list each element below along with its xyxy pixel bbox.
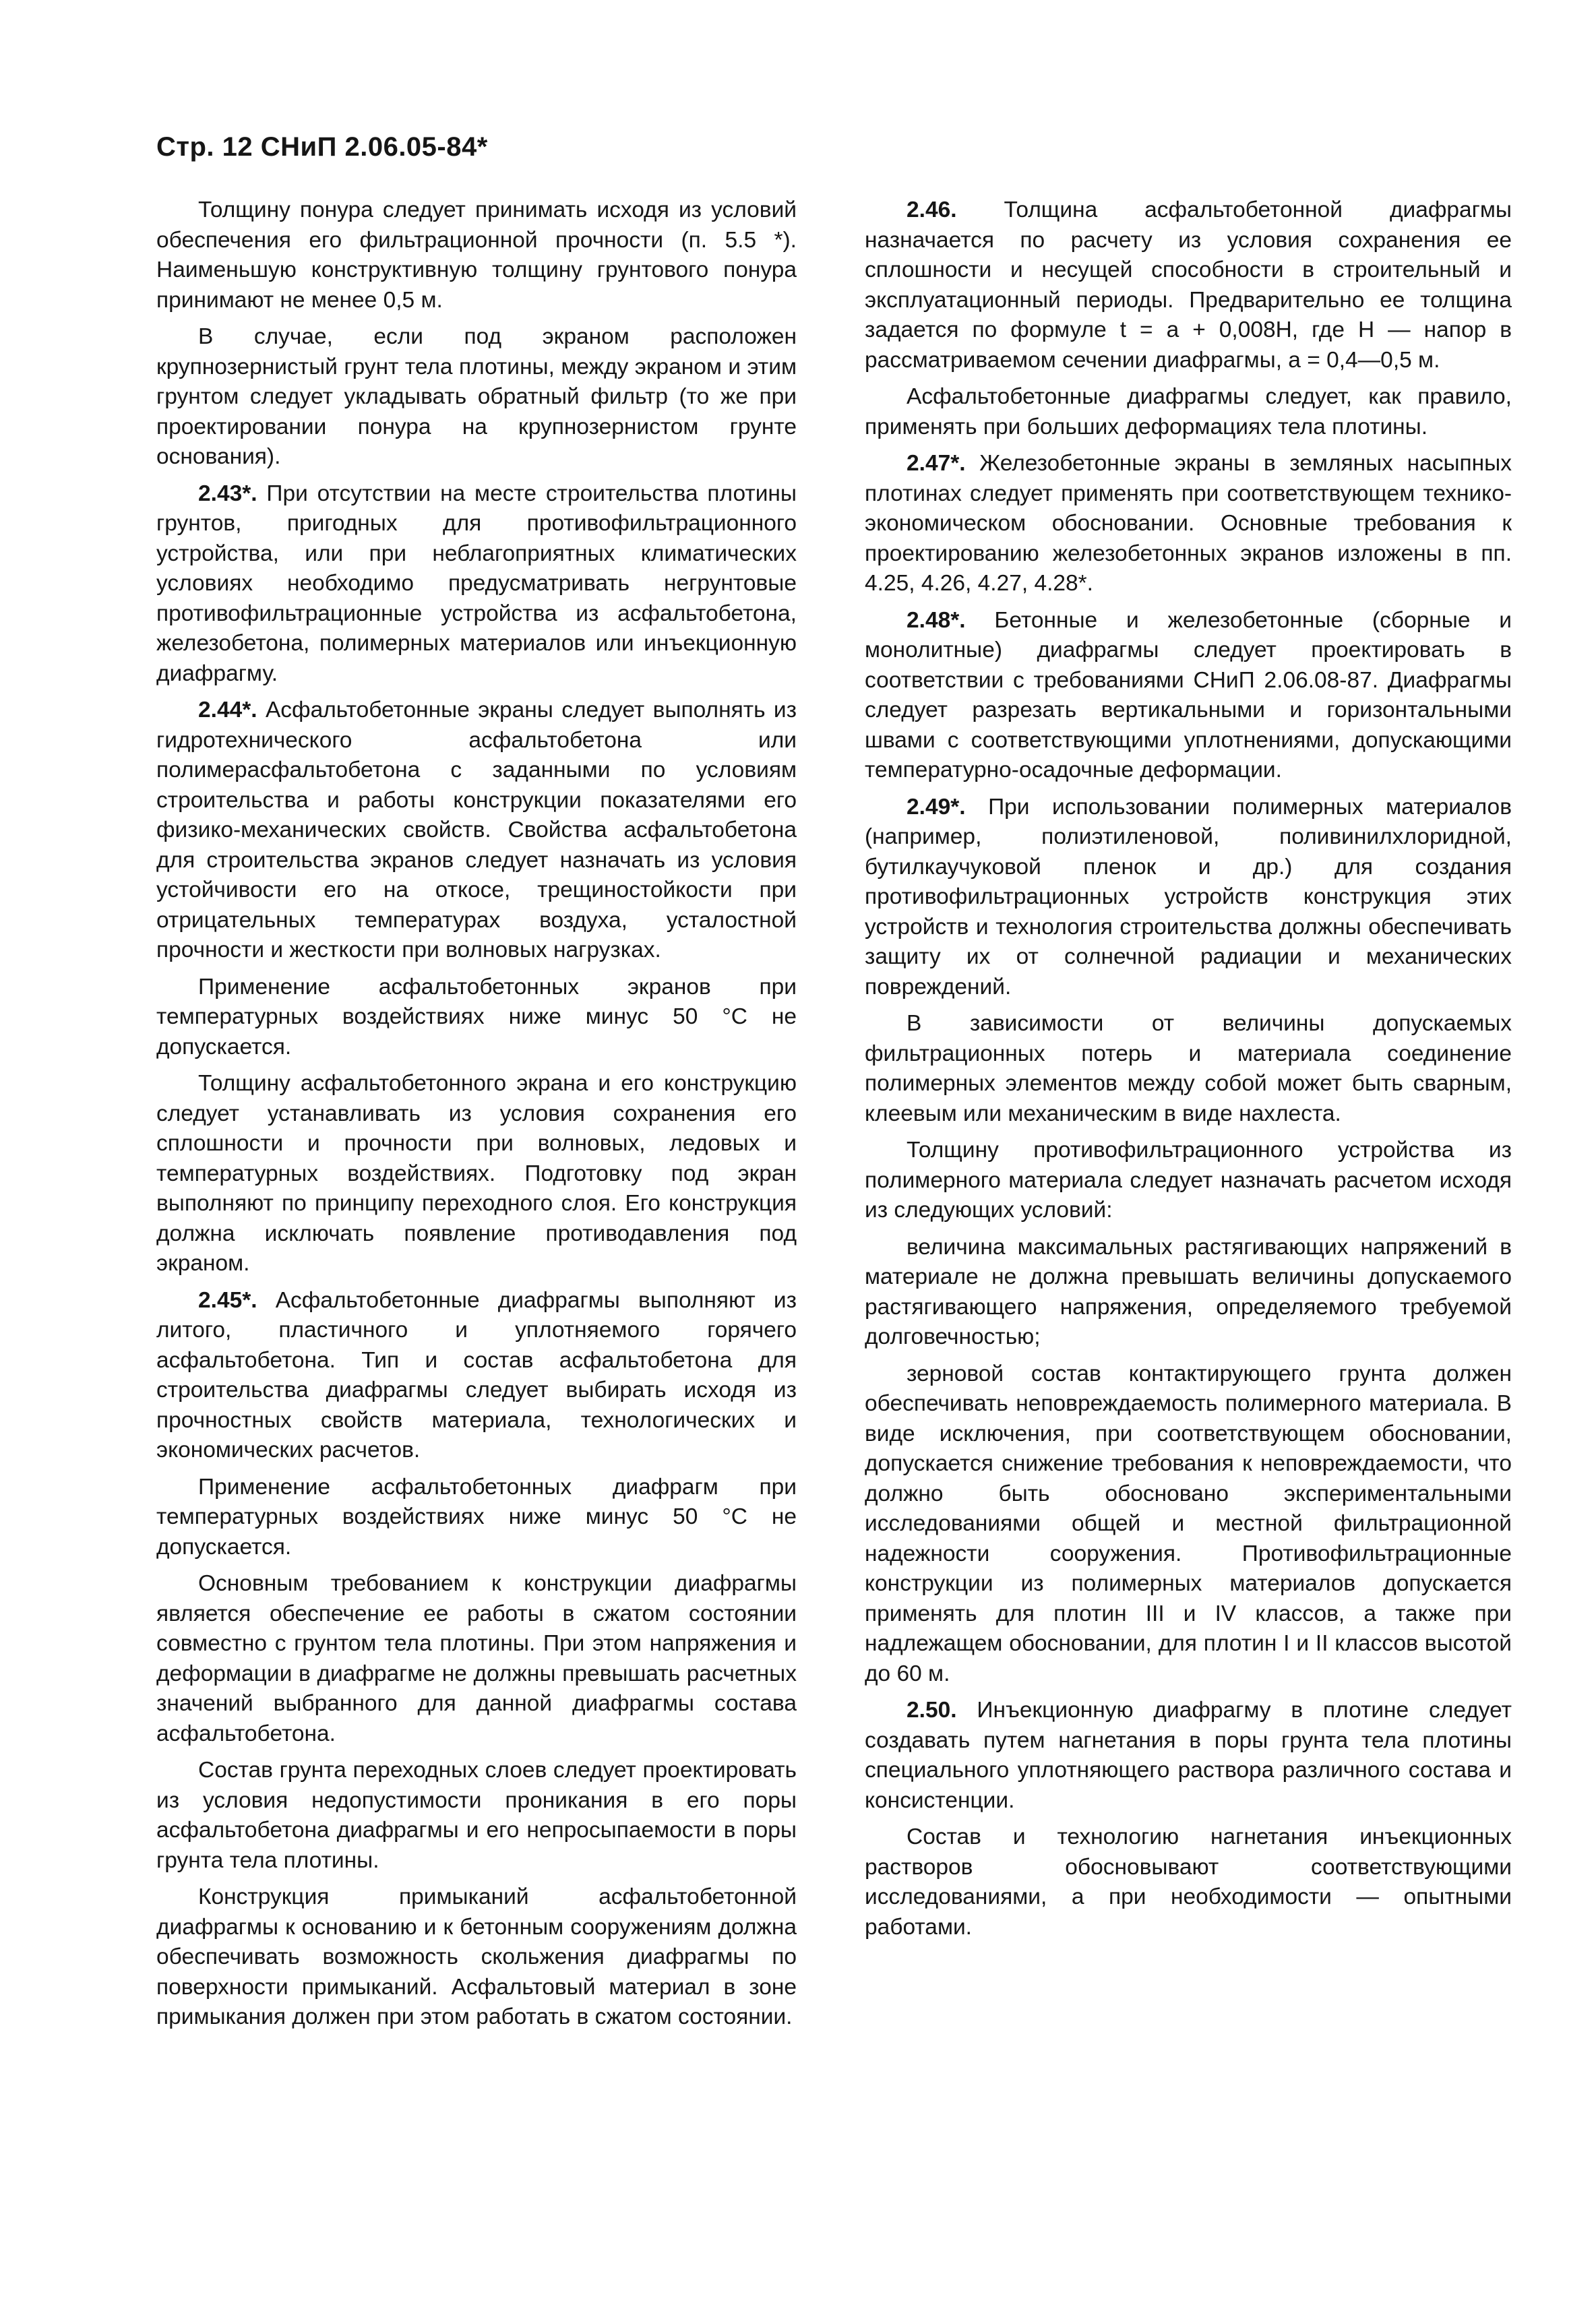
paragraph: Толщину противофильтрационного устройства из полимерного материала следует назначать расчетом исходя из следующих условий: bbox=[865, 1138, 1512, 1223]
clause-2-46: 2.46. Толщина асфальтобетонной диафрагмы назначается по расчету из условия сохранения ее сплошности и несущей способности в строительный и эксплуатационный периоды. Предварительно ее толщина задается по формуле t = a + 0,008H, где H — напор в рассматриваемом сечении диафрагмы, a = 0,4—0,5 м. bbox=[865, 197, 1512, 373]
clause-2-50: 2.50. Инъекционную диафрагму в плотине следует создавать путем нагнетания в поры грунта тела плотины специального уплотняющего раствора различного состава и консистенции. bbox=[865, 1698, 1512, 1813]
clause-2-43: 2.43*. При отсутствии на месте строительства плотины грунтов, пригодных для противофильтрационного устройства, или при неблагоприятных климатических условиях необходимо предусматривать негрунтовые противофильтрационные устройства из асфальтобетона, железобетона, полимерных материалов или инъекционную диафрагму. bbox=[156, 481, 797, 686]
clause-number: 2.48*. bbox=[907, 607, 966, 633]
right-column bbox=[865, 195, 1512, 1949]
clause-2-49: 2.49*. При использовании полимерных материалов (например, полиэтиленовой, поливинилхлоридной, бутилкаучуковой пленок и др.) для создания противофильтрационных устройств конструкция этих устройств и технология строительства должны обеспечивать защиту их от солнечной радиации и механических повреждений. bbox=[865, 794, 1512, 999]
paragraph: Асфальтобетонные диафрагмы следует, как правило, применять при больших деформациях тела плотины. bbox=[865, 384, 1512, 439]
paragraph: В случае, если под экраном расположен крупнозернистый грунт тела плотины, между экраном и этим грунтом следует укладывать обратный фильтр (то же при проектировании понура на крупнозернистом грунте основания). bbox=[156, 324, 797, 469]
list-item: зерновой состав контактирующего грунта должен обеспечивать неповреждаемость полимерного материала. В виде исключения, при соответствующем обосновании, допускается снижение требования к неповреждаемости, что должно быть обосновано экспериментальными исследованиями общей и местной фильтрационной надежности сооружения. Противофильтрационные конструкции из полимерных материалов допускается применять для плотин III и IV классов, а также при надлежащем обосновании, для плотин I и II классов высотой до 60 м. bbox=[865, 1361, 1512, 1686]
paragraph: Конструкция примыканий асфальтобетонной диафрагмы к основанию и к бетонным сооружениям должна обеспечивать возможность скольжения диафрагмы по поверхности примыканий. Асфальтовый материал в зоне примыкания должен при этом работать в сжатом состоянии. bbox=[156, 1884, 797, 2029]
clause-number: 2.47*. bbox=[907, 451, 966, 476]
clause-number: 2.50. bbox=[907, 1698, 957, 1723]
clause-number: 2.49*. bbox=[907, 794, 966, 820]
clause-number: 2.44*. bbox=[198, 698, 257, 722]
clause-2-48: 2.48*. Бетонные и железобетонные (сборные и монолитные) диафрагмы следует проектировать в соответствии с требованиями СНиП 2.06.08-87. Диафрагмы следует разрезать вертикальными и горизонтальными швами с соответствующими уплотнениями, допускающими температурно-осадочные деформации. bbox=[865, 607, 1512, 782]
paragraph: Применение асфальтобетонных экранов при температурных воздействиях ниже минус 50 °С не допускается. bbox=[156, 974, 797, 1059]
clause-number: 2.46. bbox=[907, 197, 957, 222]
list-item: величина максимальных растягивающих напряжений в материале не должна превышать величины допускаемого растягивающего напряжения, определяемого требуемой долговечностью; bbox=[865, 1234, 1512, 1349]
paragraph: Состав и технологию нагнетания инъекционных растворов обосновывают соответствующими исследованиями, а при необходимости — опытными работами. bbox=[865, 1824, 1512, 1940]
paragraph: Толщину понура следует принимать исходя из условий обеспечения его фильтрационной прочности (п. 5.5 *). Наименьшую конструктивную толщину грунтового понура принимают не менее 0,5 м. bbox=[156, 197, 797, 313]
left-column bbox=[156, 195, 797, 2039]
clause-2-47: 2.47*. Железобетонные экраны в земляных насыпных плотинах следует применять при соответствующем технико-экономическом обосновании. Основные требования к проектированию железобетонных экранов изложены в пп. 4.25, 4.26, 4.27, 4.28*. bbox=[865, 451, 1512, 596]
clause-number: 2.45*. bbox=[198, 1287, 257, 1313]
clause-2-45: 2.45*. Асфальтобетонные диафрагмы выполняют из литого, пластичного и уплотняемого горячего асфальтобетона. Тип и состав асфальтобетона для строительства диафрагмы следует выбирать исходя из прочностных свойств материала, технологических и экономических расчетов. bbox=[156, 1287, 797, 1463]
paragraph: В зависимости от величины допускаемых фильтрационных потерь и материала соединение полимерных элементов между собой может быть сварным, клеевым или механическим в виде нахлеста. bbox=[865, 1011, 1512, 1126]
clause-number: 2.43*. bbox=[198, 481, 257, 506]
paragraph: Основным требованием к конструкции диафрагмы является обеспечение ее работы в сжатом состоянии совместно с грунтом тела плотины. При этом напряжения и деформации в диафрагме не должны превышать расчетных значений выбранного для данной диафрагмы состава асфальтобетона. bbox=[156, 1571, 797, 1746]
paragraph: Применение асфальтобетонных диафрагм при температурных воздействиях ниже минус 50 °С не допускается. bbox=[156, 1474, 797, 1560]
paragraph: Толщину асфальтобетонного экрана и его конструкцию следует устанавливать из условия сохранения его сплошности и прочности при волновых, ледовых и температурных воздействиях. Подготовку под экран выполняют по принципу переходного слоя. Его конструкция должна исключать появление противодавления под экраном. bbox=[156, 1071, 797, 1276]
paragraph: Состав грунта переходных слоев следует проектировать из условия недопустимости проникания в его поры асфальтобетона диафрагмы и его непросыпаемости в поры грунта тела плотины. bbox=[156, 1758, 797, 1873]
clause-2-44: 2.44*. Асфальтобетонные экраны следует выполнять из гидротехнического асфальтобетона или полимерасфальтобетона с заданными по условиям строительства и работы конструкции показателями его физико-механических свойств. Свойства асфальтобетона для строительства экранов следует назначать из условия устойчивости его на откосе, трещиностойкости при отрицательных температурах воздуха, усталостной прочности и жесткости при волновых нагрузках. bbox=[156, 698, 797, 962]
page-header: Стр. 12 СНиП 2.06.05-84* bbox=[156, 132, 488, 162]
